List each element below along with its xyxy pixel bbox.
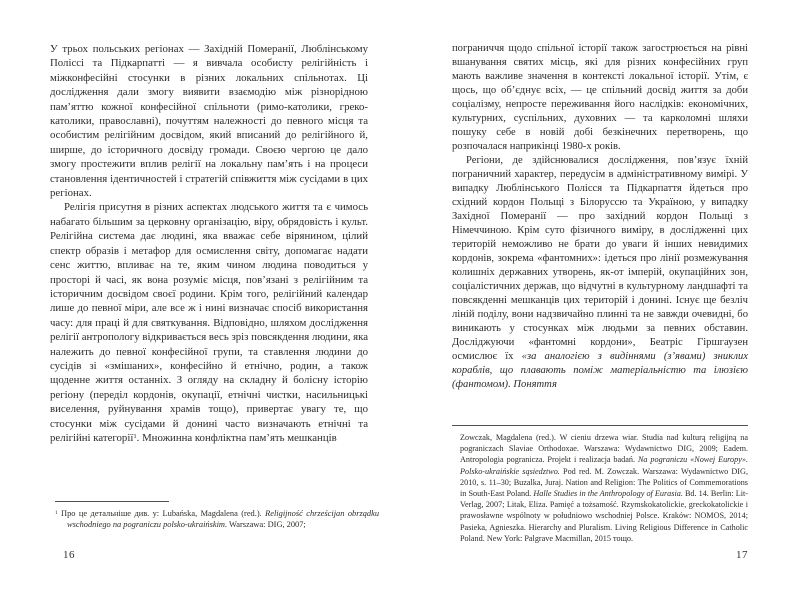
- text-run: Bd. 14. Berlin: Lit-Verlag, 2007; Litak, Eliza. Pamięć a tożsamość. Rzymskokatolickie, greckokatolickie i prawosławne wspólnoty w południowo wschodniej Polsce. Kraków: NOMOS, 2014; Pasieka, Agnieszka. Hierarchy and Pluralism. Living Religious Difference in Catholic Poland. New York: Palgrave Macmillan, 2015 тощо.: [460, 489, 749, 543]
- text-run: Zowczak, Magdalena (red.). W cieniu drzewa wiar. Studia nad kulturą religijną na pograniczach Slaviae Orthodoxae. Warszawa: Wydawnictwo DIG, 2009; Eadem. Antropologia pogranicza. Projekt i realizacja badań.: [460, 433, 748, 465]
- footnote-reference: 1: [133, 432, 137, 440]
- footnote-separator: [55, 501, 169, 502]
- text-run: Warszawa: DIG, 2007;: [227, 520, 306, 530]
- text-run: Релігія присутня в різних аспектах людського життя та є чимось набагато більшим за церковну організацію, віру, обрядовість і культ. Релігійна система дає людині, яка вважає себе вірянином, цілий спектр образів і метафор для осмислення світу, допомагає надати сенс життю, впливає на те, яким чином людина поводиться у просторі й часі, як вона розуміє місця, пов’язані з релігійним та історичним досвідом своєї родини. Крім того, релігійний календар лише до певної міри, але все ж і нині визначає спосіб використання часу: для праці й для святкування. Відповідно, шляхом дослідження релігії антропологу відкривається весь зріз повсякдення людини, яка належить до певної конфесійної групи, та ставлення людини до сусідів зі «змішаних», конфесійно й етнічно, родин, а також щоденне життя останніх. З огляду на складну й болісну історію регіону (переділ кордонів, окупації, етнічні чистки, насильницькі виселення, руйнування храмів тощо), привертає увагу те, що стосунки між сусідами й донині часто визначають етнічні та релігійні категорії: [50, 201, 368, 444]
- text-run: У трьох польських регіонах — Західній Померанії, Люблінському Поліссі та Підкарпатті — я вивчала особисту релігійність і міжконфесійні стосунки в різних локальних спільнотах. Ці дослідження дали змогу виявити взаємодію між різнорідною пам’яттю кожної конфесійної спільноти (римо-католики, греко-католики, православні), почуттям належності до певного місця та особистим релігійним досвідом, який вписаний до релігійного й, ширше, до історичного досвіду громади. Своєю чергою це дало змогу простежити вплив релігії на локальну пам’ять і на процеси становлення ідентичностей і стратегій співжиття між сусідами в цих регіонах.: [50, 43, 368, 200]
- text-run: Pod red. M. Zowczak. Warszawa: Wydawnictwo DIG, 2010, s. 11–30; Buzalka, Juraj. Nation and Religion: The Politics of Commemorations in South-East Poland.: [460, 466, 748, 499]
- text-run: Про це детальніше див. у: Lubańska, Magdalena (red.).: [57, 509, 266, 518]
- page-number-left: 16: [63, 549, 75, 561]
- text-run: пограниччя щодо спільної історії також загострюється на рівні вшанування святих місць, які для різних конфесійних груп мають важливе значення в контексті локальної історії. Утім, є щось, що об’єднує всіх, — це спільний досвід життя за доби соціалізму, непросте переживання його наслідків: економічних, культурних, суспільних, духовних — та карколомні шляхи пошуку себе в новій добі безкінечних перетворень, що розпочалася наприкінці 1980-х років.: [452, 43, 748, 152]
- footnote-reference: 1: [55, 509, 58, 516]
- left-page-footnote: [55, 508, 379, 531]
- right-page-footnote: [460, 432, 748, 544]
- left-page-body-text: [50, 42, 368, 504]
- paragraph: [452, 154, 748, 392]
- right-page-body-text: [452, 42, 748, 428]
- text-run: «за аналогією з видіннями (з’явами) зниклих кораблів, що плавають поміж матеріальністю та ілюзією (фантомом). Поняття: [452, 351, 748, 390]
- paragraph: [50, 42, 368, 200]
- paragraph: [50, 200, 368, 445]
- text-run: . Множинна конфліктна пам’ять мешканців: [136, 431, 337, 444]
- text-run: Religijność chrześcijan obrządku wschodniego na pograniczu polsko-ukraińskim.: [67, 509, 380, 530]
- text-run: Регіони, де здійснювалися дослідження, пов’язує їхній пограничний характер, передусім в адміністративному вимірі. У випадку Люблінського Полісся та Підкарпаття йдеться про східний кордон Польщі з Білоруссю та Україною, у випадку Західної Померанії — про західний кордон Польщі з Німеччиною. Крім суто фізичного виміру, в дослідженні цих територій неможливо не брати до уваги й інших невидимих кордонів, зокрема «фантомних»: ідеться про лінії розмежування колишніх державних утворень, як-от імперій, окупаційних зон, соціалістичних держав, що відчутні в культурному ландшафті та повсякденні мешканців цих територій і донині. Існує ще безліч ліній поділу, вони надзвичайно плинні та не завжди очевидні, бо виникають у стосунках між людьми за певних обставин. Досліджуючи «фантомні кордони», Беатріс Гіршгаузен осмислює їх: [452, 155, 748, 362]
- text-run: Na pograniczu «Nowej Europy». Polsko-ukraińskie sąsiedztwo.: [460, 455, 749, 476]
- paragraph: [452, 42, 748, 154]
- page-number-right: 17: [736, 549, 748, 561]
- footnote-separator: [452, 425, 748, 426]
- text-run: Halle Studies in the Anthropology of Eurasia.: [533, 489, 683, 499]
